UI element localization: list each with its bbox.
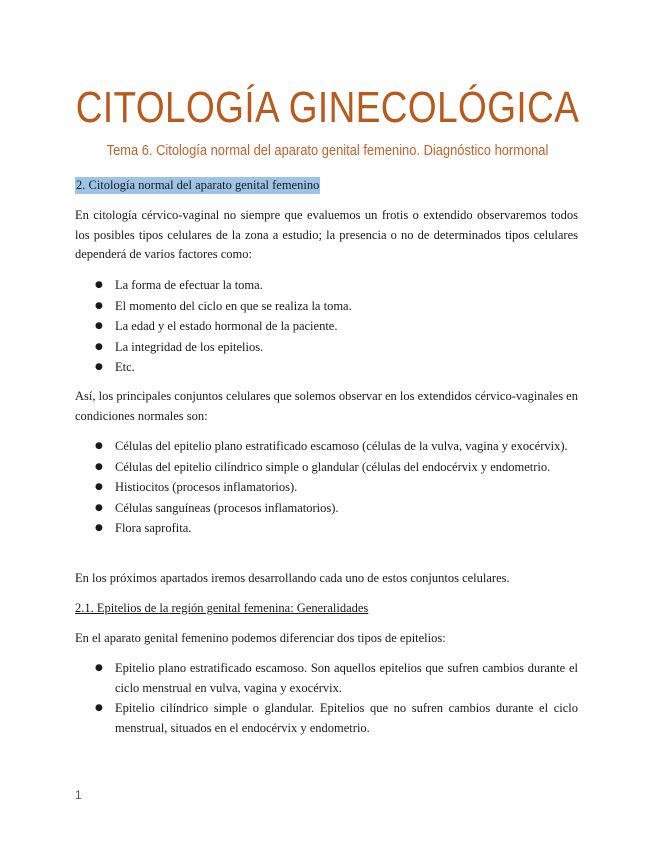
page-number: 1: [75, 788, 82, 802]
factors-list: [75, 276, 578, 379]
list-item: ● Células sanguíneas (procesos inflamatorios).: [75, 499, 578, 519]
bullet-icon: ●: [95, 502, 103, 513]
bullet-icon: ●: [95, 321, 103, 331]
section-2-1-intro: En el aparato genital femenino podemos diferenciar dos tipos de epitelios:: [75, 631, 446, 645]
bullet-icon: ●: [95, 300, 103, 311]
list-item: ● Epitelio cilíndrico simple o glandular. Epitelios que no sufren cambios durante el ciclo menstrual, situados en el endocérvix y endometrio.: [95, 701, 578, 735]
bullet-icon: ●: [95, 362, 103, 372]
cell-sets-list: [75, 437, 578, 540]
document-subtitle: Tema 6. Citología normal del aparato genital femenino. Diagnóstico hormonal: [106, 142, 549, 159]
document-title: CITOLOGÍA GINECOLÓGICA: [75, 83, 580, 132]
bullet-icon: ●: [95, 461, 103, 472]
bullet-icon: ●: [95, 663, 103, 673]
bullet-icon: ●: [95, 441, 103, 451]
bullet-icon: ●: [95, 482, 103, 492]
bullet-icon: ●: [95, 523, 103, 533]
cell-sets-intro: Así, los principales conjuntos celulares que solemos observar en los extendidos cérvico-vaginales en condiciones normales son:: [75, 389, 578, 423]
section-heading-2: 2. Citología normal del aparato genital femenino: [76, 178, 320, 192]
list-item: ● Etc.: [75, 358, 578, 378]
bullet-icon: ●: [95, 341, 103, 352]
list-item: ● Epitelio plano estratificado escamoso. Son aquellos epitelios que sufren cambios durante el ciclo menstrual en vulva, vagina y exocérvix.: [95, 661, 578, 695]
list-item: ● La forma de efectuar la toma.: [75, 276, 578, 296]
bullet-icon: ●: [95, 280, 103, 290]
bullet-icon: ●: [95, 703, 103, 713]
section-2-intro: En citología cérvico-vaginal no siempre que evaluemos un frotis o extendido observaremos todos los posibles tipos celulares de la zona a estudio; la presencia o no de determinados tipos celulares dependerá de varios factores como:: [75, 208, 578, 261]
section-heading-2-1: 2.1. Epitelios de la región genital femenina: Generalidades: [75, 601, 369, 615]
epithelia-list: [75, 659, 578, 739]
list-item: ● La integridad de los epitelios.: [75, 338, 578, 358]
list-item: ● Células del epitelio plano estratificado escamoso (células de la vulva, vagina y exocérvix).: [75, 437, 578, 457]
section-2-closing: En los próximos apartados iremos desarrollando cada uno de estos conjuntos celulares.: [75, 571, 510, 585]
list-item: ● Flora saprofita.: [75, 519, 578, 539]
list-item: ● El momento del ciclo en que se realiza la toma.: [75, 297, 578, 317]
list-item: ● Histiocitos (procesos inflamatorios).: [75, 478, 578, 498]
list-item: ● La edad y el estado hormonal de la paciente.: [75, 317, 578, 337]
list-item: ● Células del epitelio cilíndrico simple o glandular (células del endocérvix y endometrio.: [75, 458, 578, 478]
